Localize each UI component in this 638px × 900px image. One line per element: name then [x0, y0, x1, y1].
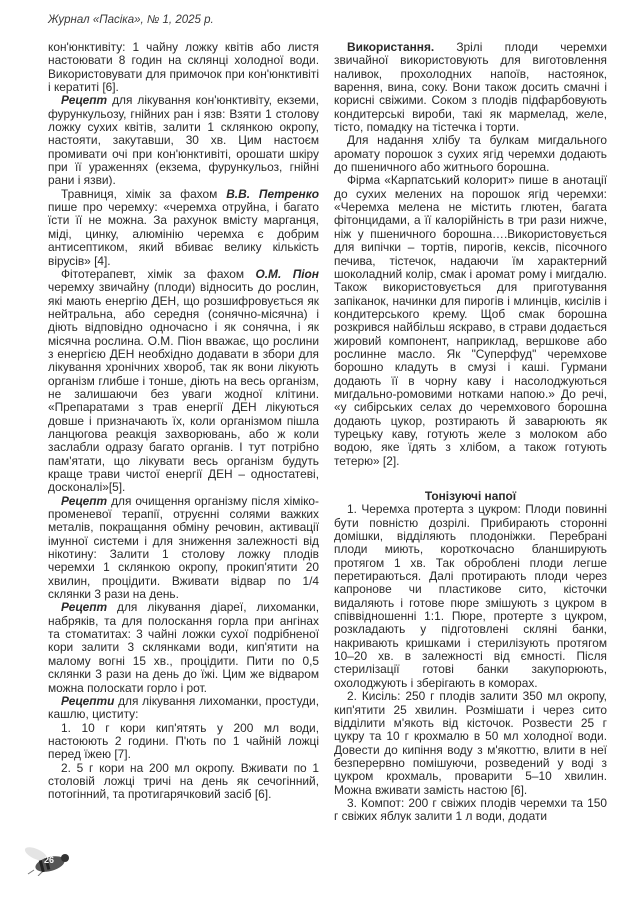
- paragraph: [48, 495, 319, 602]
- paragraph-text: Фітотерапевт, хімік за фахом: [61, 266, 256, 281]
- recipe-label: Рецепт: [61, 493, 108, 508]
- paragraph: [48, 268, 319, 495]
- paragraph: кон'юнктивіту: 1 чайну ложку квітів або листя настоювати 8 годин на склянці холодної води. Використовувати для примочок при кон'юнктивіті і кератиті [6].: [48, 40, 319, 95]
- list-item: 1. 10 г кори кип'ятять у 200 мл води, настоюють 2 години. П'ють по 1 чайній ложці перед їжею [7].: [48, 720, 319, 762]
- recipe-label: Рецепт: [61, 93, 108, 108]
- paragraph-text: Зрілі плоди черемхи звичайної використовують для виготовлення наливок, прохолодних напоїв, настоянок, варення, вина, соку. Вони також досить смачні і корисні свіжими. Соком з плодів підфарбовують кондитерські вироби, такі як мармелад, желе, тісто, помадку на тістечка і торти.: [334, 40, 607, 135]
- paragraph: [334, 41, 607, 134]
- paragraph-text: для очищення організму після хіміко-променевої терапії, отруєнні солями важких металів, покращання обміну речовин, активації імунної системи і для зниження залежності від нікотину: Залити 1 столову ложку плодів черемхи 1 склянкою окропу, прокип'ятити 20 хвилин, процідити. Вживати відвар по 1/4 склянки 3 рази на день.: [48, 493, 319, 602]
- journal-header: Журнал «Пасіка», № 1, 2025 р.: [48, 14, 214, 26]
- paragraph-text: для лікування кон'юнктивіту, екземи, фурункульозу, гнійних ран і язв: Взяти 1 столову ложку сухих квітів, залити 1 склянкою окропу, настояти, закутавши, 30 хв. Цим настоєм промивати очі при кон'юнктивіті, орошати шкіру при її ураженнях (екзема, фурункульоз, гнійні рани і язви).: [48, 93, 319, 188]
- list-item: 2. Кисіль: 250 г плодів залити 350 мл окропу, кип'ятити 25 хвилин. Розмішати і через сито відділити м'якоть від кісточок. Розвести 25 г цукру та 10 г крохмалю в 50 мл холодної води. Довести до кипіння воду з м'якоттю, влити в неї безперервно помішуючи, розведений у воді з цукром крохмаль, проварити 5–10 хвилин. Можна вживати замість настою [6].: [334, 689, 607, 797]
- list-item: 1. Черемха протерта з цукром: Плоди повинні бути повністю дозрілі. Прибирають сторонні домішки, відділяють плодоніжки. Перебрані плоди миють, короткочасно бланширують протягом 1 хв. Так оброблені плоди легше перетираються. Далі протирають плоди через капронове чи пластикове сито, кісточки видаляють і готове пюре змішують з цукром в співвідношенні 1:1. Пюре, протерте з цукром, розкладають у підготовлені скляні банки, накривають кришками і стерилізують протягом 10–20 хв. в залежності від ємності. Після стерилізації готові банки закупорюють, охолоджують і зберігають в коморах.: [334, 502, 607, 690]
- recipe-label: Рецепти: [61, 693, 115, 708]
- paragraph: [48, 601, 319, 694]
- paragraph: [48, 695, 319, 722]
- paragraph: Для надання хлібу та булкам мигдального аромату порошок з сухих ягід черемхи додають до пшеничного або житнього борошна.: [334, 133, 607, 175]
- section-label: Використання.: [347, 40, 435, 54]
- recipe-label: Рецепт: [61, 600, 108, 615]
- paragraph: [48, 188, 319, 268]
- author-name: В.В. Петренко: [226, 186, 319, 201]
- page-number: 26: [44, 855, 55, 865]
- paragraph-text: для лікування діареї, лихоманки, набряків, та для полоскання горла при ангінах та стоматитах: 3 чайні ложки сухої подрібненої кори залити 3 склянками води, кип'ятити на малому вогні 15 хв., процідити. Пити по 0,5 склянки 3 рази на день до їжі. Цим же відваром можна полоскати горло і рот.: [48, 600, 319, 695]
- list-item: 3. Компот: 200 г свіжих плодів черемхи та 150 г свіжих яблук залити 1 л води, додати: [334, 795, 607, 824]
- paragraph-text: черемху звичайну (плоди) відносить до рослин, які мають енергію ДЕН, що розшифровується як нейтральна, або середня (сонячно-місячна) і діють відповідно одночасно і як сонячна, і як місячна рослина. О.М. Піон вважає, що рослини з енергією ДЕН необхідно додавати в збори для лікування хронічних хвороб, так як вони лікують організм глибше і тонше, діють на весь організм, не залишаючи без уваги жодної клітини. «Препаратами з трав енергії ДЕН лікуються довше і призначають їх, коли організмом пішла ланцюгова реакція захворювань, або ж коли заслабли одразу багато органів. І тут потрібно пам'ятати, що лікувати весь організм будуть краще трави чистої енергії ДЕН – одностатеві, досконалі»[5].: [48, 280, 319, 495]
- paragraph: Фірма «Карпатський колорит» пише в анотації до сухих мелених на порошок ягід черемхи: «Черемха мелена не містить глютен, багата фітонцидами, а її калорійність в три рази нижче, ніж у пшеничного борошна….Використовується для випічки – тортів, пирогів, кексів, пісочного печива, тістечок, надаючи їм характерний шоколадний колір, смак і аромат рому і мигдалю. Також використовується для приготування запіканок, начинки для пирогів і млинців, кисілів і кондитерського крему. Щоб смак борошна розкрився найбільш яскраво, в страви додається жировий компонент, наприклад, вершкове або рослинне масло. Як "Суперфуд" черемхове борошно кладуть в смузі і каші. Гурмани додають її в чорну каву і насолоджуються мигдально-ромовими нотками напою.» До речі, «у сибірських селах до черемхового борошна додають цукор, розтирають й заварюють як турецьку каву, готують желе з молоком або водою, яке їдять з хлібом, а також готують тетерю» [2].: [334, 173, 607, 468]
- right-column: [334, 41, 607, 824]
- paragraph-text: Травниця, хімік за фахом: [61, 186, 227, 201]
- left-column: [48, 41, 319, 802]
- list-item: 2. 5 г кори на 200 мл окропу. Вживати по 1 столовій ложці тричі на день як сечогінний, потогінний, та протигарячковий засіб [6].: [48, 760, 319, 802]
- paragraph-text: для лікування лихоманки, простуди, кашлю, циститу:: [48, 693, 319, 722]
- author-name: О.М. Піон: [255, 266, 319, 281]
- paragraph-text: пише про черемху: «черемха отруйна, і багато їсти її не можна. За рахунок вмісту марганця, міді, цинку, алюмінію черемха є добрим антисептиком, який вбиває велику кількість вірусів» [4].: [48, 200, 319, 268]
- paragraph: [48, 94, 319, 187]
- section-heading: Тонізуючі напої: [424, 489, 517, 503]
